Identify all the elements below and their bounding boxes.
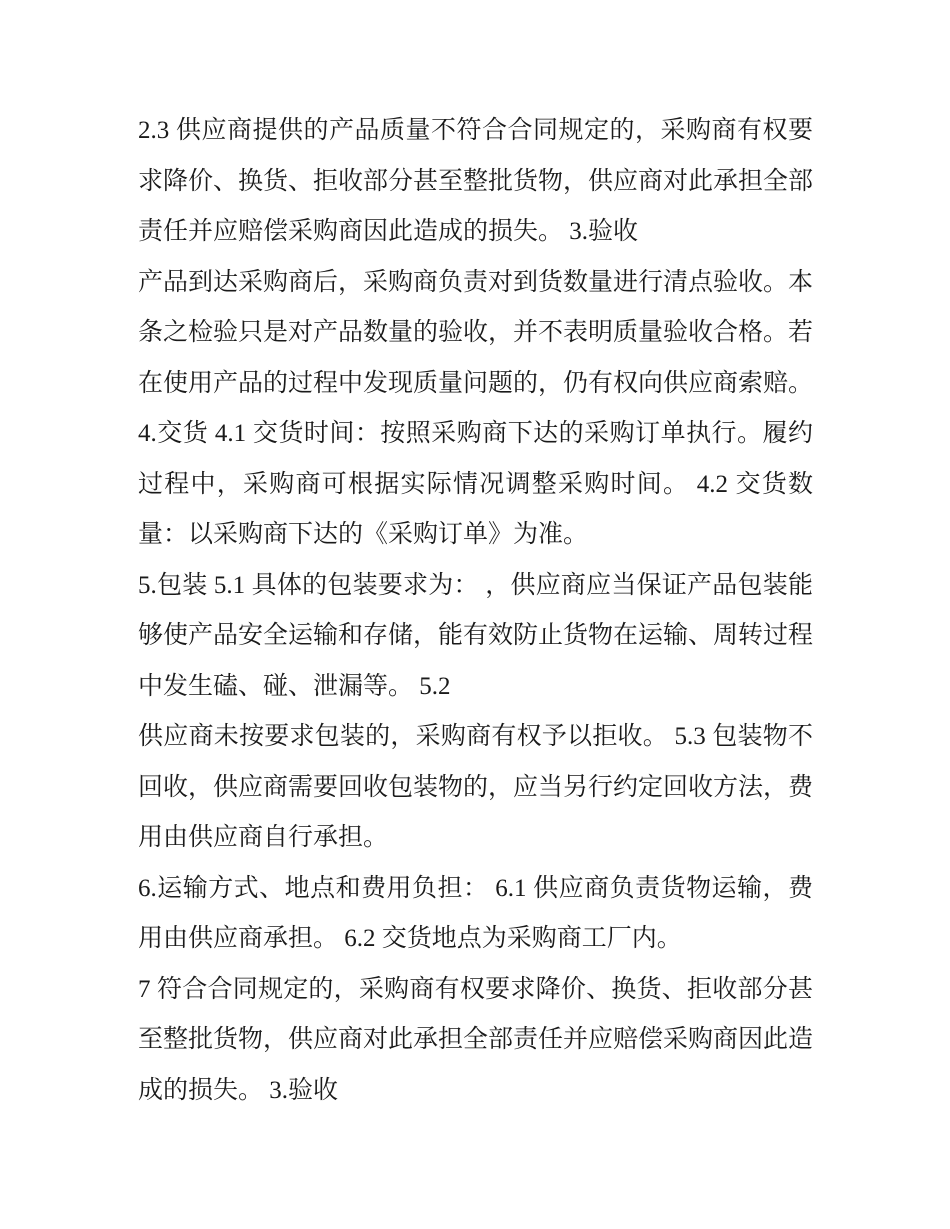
text-line: 2.3 供应商提供的产品质量不符合合同规定的，采购商有权要 [138, 117, 813, 144]
text-line: 中发生磕、碰、泄漏等。 5.2 [138, 672, 451, 700]
text-line: 5.包装 5.1 具体的包装要求为： ，供应商应当保证产品包装能 [138, 571, 813, 599]
text-line: 够使产品安全运输和存储，能有效防止货物在运输、周转过程 [138, 622, 814, 649]
text-line: 责任并应赔偿采购商因此造成的损失。 3.验收 [138, 218, 639, 245]
text-line: 供应商未按要求包装的，采购商有权予以拒收。 5.3 包装物不 [138, 723, 813, 750]
text-line: 求降价、换货、拒收部分甚至整批货物，供应商对此承担全部 [138, 167, 814, 195]
text-line: 量：以采购商下达的《采购订单》为准。 [138, 521, 589, 548]
text-line: 在使用产品的过程中发现质量问题的，仍有权向供应商索赔。 [138, 369, 814, 397]
text-line: 用由供应商承担。 6.2 交货地点为采购商工厂内。 [138, 925, 682, 952]
text-line: 产品到达采购商后，采购商负责对到货数量进行清点验收。本 [138, 268, 814, 296]
text-line: 条之检验只是对产品数量的验收，并不表明质量验收合格。若 [138, 319, 814, 346]
text-line: 成的损失。 3.验收 [138, 1076, 339, 1104]
text-line: 用由供应商自行承担。 [138, 824, 389, 851]
text-line: 回收，供应商需要回收包装物的，应当另行约定回收方法，费 [138, 773, 814, 801]
text-line: 6.运输方式、地点和费用负担： 6.1 供应商负责货物运输，费 [138, 874, 813, 902]
text-line: 过程中，采购商可根据实际情况调整采购时间。 4.2 交货数 [138, 470, 813, 498]
text-line: 4.交货 4.1 交货时间：按照采购商下达的采购订单执行。履约 [138, 420, 813, 447]
text-line: 至整批货物，供应商对此承担全部责任并应赔偿采购商因此造 [138, 1026, 814, 1053]
text-line: 7 符合合同规定的，采购商有权要求降价、换货、拒收部分甚 [138, 975, 813, 1003]
contract-text-block [138, 106, 813, 1116]
